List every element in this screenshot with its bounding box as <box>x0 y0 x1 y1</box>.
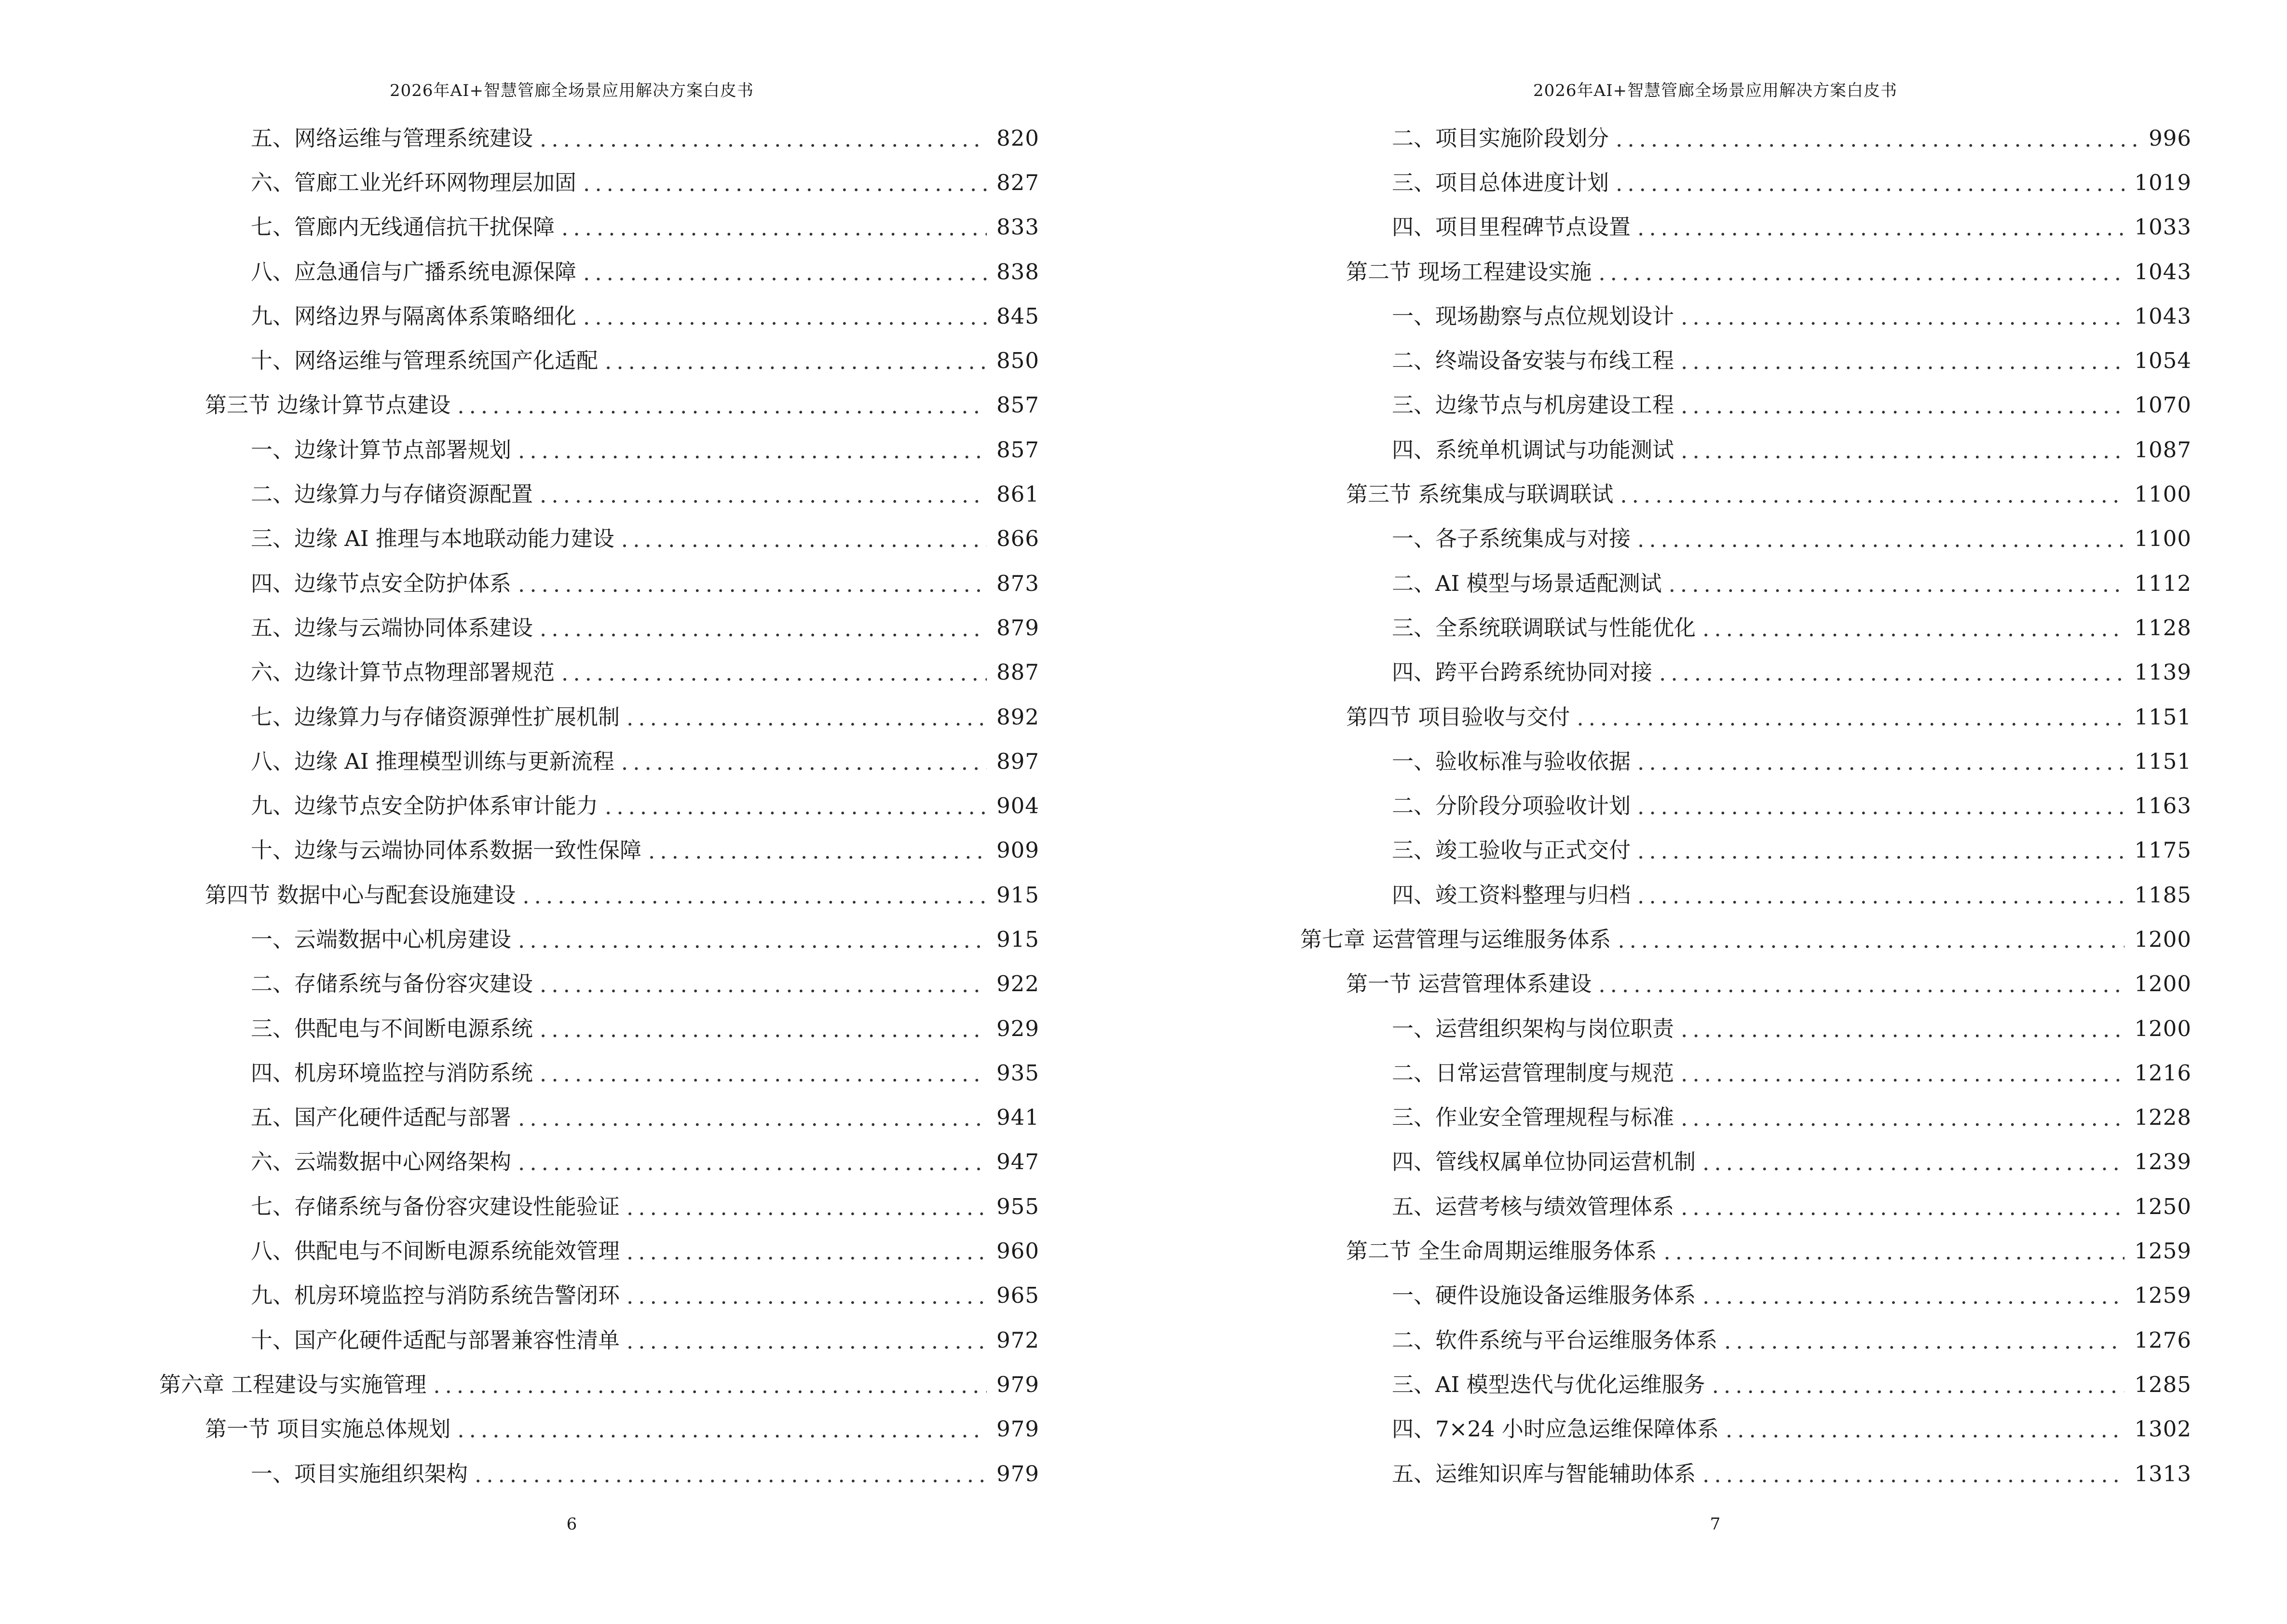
toc-item-entry[interactable] <box>1300 1006 2192 1051</box>
toc-item-entry[interactable] <box>1300 116 2192 160</box>
toc-entry-title: 三、边缘节点与机房建设工程 <box>1392 392 1674 418</box>
toc-item-entry[interactable] <box>1300 1318 2192 1362</box>
toc-section-entry[interactable] <box>159 1407 1039 1451</box>
toc-entry-page: 1128 <box>2134 614 2192 641</box>
toc-entry-title: 二、项目实施阶段划分 <box>1392 125 1609 151</box>
dot-leader <box>1637 217 2124 239</box>
toc-item-entry[interactable] <box>1300 383 2192 427</box>
toc-entry-title: 一、验收标准与验收依据 <box>1392 748 1631 774</box>
dot-leader <box>1637 529 2124 550</box>
toc-section-entry[interactable] <box>159 383 1039 427</box>
dot-leader <box>1618 929 2124 951</box>
table-of-contents <box>159 116 1039 1496</box>
toc-item-entry[interactable] <box>1300 739 2192 783</box>
toc-entry-title: 十、边缘与云端协同体系数据一致性保障 <box>251 837 642 863</box>
toc-entry-title: 四、竣工资料整理与归档 <box>1392 882 1631 908</box>
toc-item-entry[interactable] <box>1300 561 2192 605</box>
dot-leader <box>540 1019 987 1040</box>
toc-entry-title: 三、竣工验收与正式交付 <box>1392 837 1631 863</box>
toc-entry-page: 1259 <box>2134 1283 2192 1309</box>
toc-item-entry[interactable] <box>159 160 1039 205</box>
dot-leader <box>1616 173 2124 194</box>
toc-item-entry[interactable] <box>1300 294 2192 338</box>
toc-entry-page: 827 <box>996 169 1039 195</box>
dot-leader <box>1681 306 2124 328</box>
toc-entry-title: 第一节 项目实施总体规划 <box>205 1416 451 1442</box>
toc-entry-page: 850 <box>996 348 1039 374</box>
toc-entry-title: 二、日常运营管理制度与规范 <box>1392 1060 1674 1086</box>
toc-entry-title: 四、边缘节点安全防护体系 <box>251 570 512 596</box>
toc-entry-page: 909 <box>996 837 1039 863</box>
toc-item-entry[interactable] <box>159 116 1039 160</box>
toc-entry-title: 第四节 项目验收与交付 <box>1346 704 1570 730</box>
dot-leader <box>1616 128 2139 150</box>
toc-entry-page: 1043 <box>2134 259 2192 285</box>
toc-entry-title: 八、边缘 AI 推理模型训练与更新流程 <box>251 748 614 774</box>
toc-item-entry[interactable] <box>159 1451 1039 1496</box>
toc-entry-page: 979 <box>996 1371 1039 1397</box>
toc-item-entry[interactable] <box>1300 427 2192 472</box>
dot-leader <box>626 1241 987 1263</box>
toc-entry-title: 四、7×24 小时应急运维保障体系 <box>1392 1416 1719 1442</box>
dot-leader <box>540 484 987 506</box>
toc-entry-title: 一、项目实施组织架构 <box>251 1460 468 1487</box>
toc-entry-title: 一、边缘计算节点部署规划 <box>251 437 512 463</box>
toc-entry-page: 1175 <box>2134 837 2192 863</box>
toc-entry-title: 四、管线权属单位协同运营机制 <box>1392 1149 1696 1175</box>
toc-item-entry[interactable] <box>159 1228 1039 1273</box>
toc-entry-page: 979 <box>996 1460 1039 1487</box>
dot-leader <box>583 306 987 328</box>
dot-leader <box>561 662 987 684</box>
dot-leader <box>433 1375 987 1396</box>
toc-entry-title: 三、AI 模型迭代与优化运维服务 <box>1392 1371 1705 1397</box>
dot-leader <box>1669 573 2125 595</box>
toc-entry-title: 九、边缘节点安全防护体系审计能力 <box>251 793 599 819</box>
toc-entry-title: 第七章 运营管理与运维服务体系 <box>1300 926 1611 952</box>
toc-entry-page: 1163 <box>2134 793 2192 819</box>
toc-entry-page: 1151 <box>2134 748 2192 774</box>
toc-entry-page: 941 <box>996 1105 1039 1131</box>
toc-entry-page: 857 <box>996 392 1039 418</box>
toc-item-entry[interactable] <box>1300 1273 2192 1318</box>
dot-leader <box>1681 440 2124 462</box>
dot-leader <box>457 1419 987 1441</box>
dot-leader <box>1681 1019 2124 1040</box>
dot-leader <box>457 395 987 417</box>
dot-leader <box>1681 1063 2124 1085</box>
toc-entry-title: 二、终端设备安装与布线工程 <box>1392 348 1674 374</box>
toc-entry-page: 1239 <box>2134 1149 2192 1175</box>
toc-entry-page: 922 <box>996 971 1039 997</box>
dot-leader <box>522 885 987 907</box>
toc-entry-title: 第三节 系统集成与联调联试 <box>1346 481 1614 507</box>
toc-entry-page: 1019 <box>2134 169 2192 195</box>
dot-leader <box>1577 707 2124 729</box>
dot-leader <box>1712 1375 2125 1396</box>
dot-leader <box>583 262 987 284</box>
toc-item-entry[interactable] <box>159 1273 1039 1318</box>
toc-chapter-entry[interactable] <box>1300 917 2192 961</box>
dot-leader <box>475 1464 987 1486</box>
toc-entry-page: 1185 <box>2134 882 2192 908</box>
toc-item-entry[interactable] <box>159 962 1039 1006</box>
dot-leader <box>1702 618 2124 640</box>
toc-entry-page: 1054 <box>2134 348 2192 374</box>
toc-entry-title: 五、运营考核与绩效管理体系 <box>1392 1193 1674 1219</box>
toc-entry-page: 1228 <box>2134 1105 2192 1131</box>
toc-entry-page: 879 <box>996 614 1039 641</box>
toc-item-entry[interactable] <box>1300 783 2192 828</box>
toc-item-entry[interactable] <box>1300 517 2192 561</box>
toc-entry-title: 第三节 边缘计算节点建设 <box>205 392 451 418</box>
toc-entry-page: 861 <box>996 481 1039 507</box>
toc-entry-page: 833 <box>996 214 1039 240</box>
toc-item-entry[interactable] <box>159 650 1039 695</box>
toc-item-entry[interactable] <box>159 427 1039 472</box>
toc-entry-title: 四、项目里程碑节点设置 <box>1392 214 1631 240</box>
toc-section-entry[interactable] <box>1300 1228 2192 1273</box>
dot-leader <box>1598 974 2124 996</box>
toc-entry-page: 857 <box>996 437 1039 463</box>
dot-leader <box>1681 1197 2124 1218</box>
dot-leader <box>1637 796 2124 818</box>
toc-item-entry[interactable] <box>1300 338 2192 382</box>
dot-leader <box>1659 662 2124 684</box>
toc-section-entry[interactable] <box>1300 472 2192 516</box>
dot-leader <box>540 974 987 996</box>
dot-leader <box>518 929 987 951</box>
toc-entry-page: 820 <box>996 125 1039 151</box>
toc-entry-page: 1070 <box>2134 392 2192 418</box>
toc-entry-page: 887 <box>996 659 1039 685</box>
toc-entry-page: 1100 <box>2134 526 2192 552</box>
dot-leader <box>540 128 987 150</box>
toc-entry-page: 915 <box>996 926 1039 952</box>
toc-entry-title: 五、网络运维与管理系统建设 <box>251 125 533 151</box>
dot-leader <box>1598 262 2124 284</box>
dot-leader <box>1702 1464 2124 1486</box>
toc-entry-title: 三、全系统联调联试与性能优化 <box>1392 614 1696 641</box>
toc-entry-title: 八、供配电与不间断电源系统能效管理 <box>251 1238 620 1264</box>
dot-leader <box>1681 395 2124 417</box>
toc-entry-page: 996 <box>2149 125 2192 151</box>
toc-entry-title: 一、云端数据中心机房建设 <box>251 926 512 952</box>
dot-leader <box>518 1152 987 1174</box>
toc-entry-page: 965 <box>996 1283 1039 1309</box>
dot-leader <box>621 529 987 550</box>
dot-leader <box>1637 840 2124 862</box>
toc-entry-title: 四、系统单机调试与功能测试 <box>1392 437 1674 463</box>
toc-item-entry[interactable] <box>1300 160 2192 205</box>
page-number: 6 <box>566 1515 577 1534</box>
toc-entry-page: 947 <box>996 1149 1039 1175</box>
dot-leader <box>626 1197 987 1218</box>
toc-entry-page: 897 <box>996 748 1039 774</box>
toc-entry-page: 1250 <box>2134 1193 2192 1219</box>
toc-section-entry[interactable] <box>1300 962 2192 1006</box>
toc-item-entry[interactable] <box>159 828 1039 873</box>
toc-entry-page: 955 <box>996 1193 1039 1219</box>
toc-entry-title: 五、国产化硬件适配与部署 <box>251 1105 512 1131</box>
dot-leader <box>540 1063 987 1085</box>
toc-entry-page: 838 <box>996 259 1039 285</box>
toc-entry-page: 904 <box>996 793 1039 819</box>
toc-item-entry[interactable] <box>159 1095 1039 1140</box>
toc-entry-title: 五、运维知识库与智能辅助体系 <box>1392 1460 1696 1487</box>
dot-leader <box>518 573 987 595</box>
dot-leader <box>1663 1241 2124 1263</box>
toc-item-entry[interactable] <box>1300 828 2192 873</box>
toc-item-entry[interactable] <box>159 1051 1039 1095</box>
toc-entry-title: 二、存储系统与备份容灾建设 <box>251 971 533 997</box>
toc-entry-title: 二、AI 模型与场景适配测试 <box>1392 570 1662 596</box>
toc-item-entry[interactable] <box>159 1140 1039 1184</box>
toc-entry-title: 八、应急通信与广播系统电源保障 <box>251 259 577 285</box>
toc-entry-page: 1043 <box>2134 303 2192 329</box>
toc-entry-page: 1276 <box>2134 1327 2192 1353</box>
dot-leader <box>605 796 987 818</box>
toc-entry-title: 十、国产化硬件适配与部署兼容性清单 <box>251 1327 620 1353</box>
toc-entry-title: 第二节 全生命周期运维服务体系 <box>1346 1238 1657 1264</box>
dot-leader <box>648 840 987 862</box>
toc-item-entry[interactable] <box>159 739 1039 783</box>
dot-leader <box>1681 351 2124 372</box>
toc-entry-title: 七、管廊内无线通信抗干扰保障 <box>251 214 555 240</box>
toc-item-entry[interactable] <box>159 1006 1039 1051</box>
toc-entry-title: 六、云端数据中心网络架构 <box>251 1149 512 1175</box>
toc-entry-page: 1302 <box>2134 1416 2192 1442</box>
dot-leader <box>518 1107 987 1129</box>
toc-entry-title: 一、现场勘察与点位规划设计 <box>1392 303 1674 329</box>
toc-entry-page: 1200 <box>2134 971 2192 997</box>
toc-entry-page: 866 <box>996 526 1039 552</box>
toc-entry-page: 1216 <box>2134 1060 2192 1086</box>
dot-leader <box>626 1330 987 1352</box>
toc-entry-title: 三、项目总体进度计划 <box>1392 169 1609 195</box>
toc-entry-page: 1100 <box>2134 481 2192 507</box>
toc-entry-page: 960 <box>996 1238 1039 1264</box>
toc-entry-page: 1200 <box>2134 926 2192 952</box>
toc-item-entry[interactable] <box>159 249 1039 294</box>
toc-item-entry[interactable] <box>159 472 1039 516</box>
toc-entry-title: 十、网络运维与管理系统国产化适配 <box>251 348 599 374</box>
dot-leader <box>621 751 987 773</box>
toc-entry-page: 972 <box>996 1327 1039 1353</box>
toc-entry-page: 929 <box>996 1015 1039 1041</box>
toc-entry-title: 第一节 运营管理体系建设 <box>1346 971 1592 997</box>
table-of-contents <box>1300 116 2192 1496</box>
toc-entry-page: 935 <box>996 1060 1039 1086</box>
toc-item-entry[interactable] <box>159 917 1039 961</box>
dot-leader <box>1724 1330 2124 1352</box>
toc-entry-title: 九、网络边界与隔离体系策略细化 <box>251 303 577 329</box>
toc-entry-page: 1112 <box>2134 570 2192 596</box>
toc-section-entry[interactable] <box>1300 695 2192 739</box>
right-page <box>1144 0 2287 1624</box>
toc-entry-page: 1259 <box>2134 1238 2192 1264</box>
toc-entry-page: 892 <box>996 704 1039 730</box>
toc-section-entry[interactable] <box>159 873 1039 917</box>
toc-entry-page: 1087 <box>2134 437 2192 463</box>
toc-entry-title: 三、供配电与不间断电源系统 <box>251 1015 533 1041</box>
page-header: 2026年AI+智慧管廊全场景应用解决方案白皮书 <box>390 81 754 100</box>
toc-entry-page: 1313 <box>2134 1460 2192 1487</box>
toc-entry-title: 七、边缘算力与存储资源弹性扩展机制 <box>251 704 620 730</box>
toc-item-entry[interactable] <box>1300 873 2192 917</box>
toc-item-entry[interactable] <box>159 605 1039 650</box>
toc-entry-title: 四、机房环境监控与消防系统 <box>251 1060 533 1086</box>
dot-leader <box>1702 1152 2124 1174</box>
toc-entry-title: 二、边缘算力与存储资源配置 <box>251 481 533 507</box>
dot-leader <box>1702 1285 2124 1307</box>
toc-entry-title: 五、边缘与云端协同体系建设 <box>251 614 533 641</box>
toc-item-entry[interactable] <box>159 695 1039 739</box>
toc-entry-title: 四、跨平台跨系统协同对接 <box>1392 659 1653 685</box>
toc-entry-title: 六、边缘计算节点物理部署规范 <box>251 659 555 685</box>
toc-section-entry[interactable] <box>1300 249 2192 294</box>
toc-item-entry[interactable] <box>159 338 1039 382</box>
toc-item-entry[interactable] <box>1300 205 2192 249</box>
toc-item-entry[interactable] <box>1300 1095 2192 1140</box>
toc-entry-title: 六、管廊工业光纤环网物理层加固 <box>251 169 577 195</box>
toc-entry-title: 七、存储系统与备份容灾建设性能验证 <box>251 1193 620 1219</box>
toc-entry-title: 第六章 工程建设与实施管理 <box>159 1371 427 1397</box>
page-number: 7 <box>1710 1515 1721 1534</box>
toc-item-entry[interactable] <box>1300 1362 2192 1406</box>
toc-item-entry[interactable] <box>159 205 1039 249</box>
toc-item-entry[interactable] <box>159 1318 1039 1362</box>
toc-item-entry[interactable] <box>1300 1051 2192 1095</box>
toc-entry-title: 二、分阶段分项验收计划 <box>1392 793 1631 819</box>
dot-leader <box>605 351 987 372</box>
dot-leader <box>1637 751 2124 773</box>
toc-chapter-entry[interactable] <box>159 1362 1039 1406</box>
toc-entry-page: 1151 <box>2134 704 2192 730</box>
toc-entry-page: 873 <box>996 570 1039 596</box>
toc-entry-title: 二、软件系统与平台运维服务体系 <box>1392 1327 1718 1353</box>
toc-entry-title: 第四节 数据中心与配套设施建设 <box>205 882 516 908</box>
toc-item-entry[interactable] <box>159 1184 1039 1228</box>
toc-entry-page: 979 <box>996 1416 1039 1442</box>
toc-entry-title: 九、机房环境监控与消防系统告警闭环 <box>251 1283 620 1309</box>
dot-leader <box>583 173 987 194</box>
toc-item-entry[interactable] <box>159 561 1039 605</box>
toc-item-entry[interactable] <box>1300 605 2192 650</box>
page-header: 2026年AI+智慧管廊全场景应用解决方案白皮书 <box>1533 81 1897 100</box>
dot-leader <box>1637 885 2124 907</box>
dot-leader <box>626 1285 987 1307</box>
toc-item-entry[interactable] <box>1300 1407 2192 1451</box>
toc-entry-title: 三、作业安全管理规程与标准 <box>1392 1105 1674 1131</box>
dot-leader <box>1620 484 2124 506</box>
toc-item-entry[interactable] <box>1300 1184 2192 1228</box>
toc-entry-title: 一、各子系统集成与对接 <box>1392 526 1631 552</box>
dot-leader <box>540 618 987 640</box>
dot-leader <box>626 707 987 729</box>
toc-entry-page: 1200 <box>2134 1015 2192 1041</box>
toc-entry-page: 845 <box>996 303 1039 329</box>
toc-entry-title: 一、运营组织架构与岗位职责 <box>1392 1015 1674 1041</box>
toc-item-entry[interactable] <box>1300 650 2192 695</box>
toc-entry-title: 一、硬件设施设备运维服务体系 <box>1392 1283 1696 1309</box>
dot-leader <box>561 217 987 239</box>
dot-leader <box>1681 1107 2124 1129</box>
toc-entry-page: 915 <box>996 882 1039 908</box>
toc-item-entry[interactable] <box>159 517 1039 561</box>
toc-item-entry[interactable] <box>1300 1140 2192 1184</box>
toc-entry-page: 1139 <box>2134 659 2192 685</box>
toc-entry-page: 1285 <box>2134 1371 2192 1397</box>
toc-entry-page: 1033 <box>2134 214 2192 240</box>
toc-item-entry[interactable] <box>1300 1451 2192 1496</box>
toc-item-entry[interactable] <box>159 783 1039 828</box>
toc-entry-title: 第二节 现场工程建设实施 <box>1346 259 1592 285</box>
dot-leader <box>1726 1419 2125 1441</box>
dot-leader <box>518 440 987 462</box>
toc-entry-title: 三、边缘 AI 推理与本地联动能力建设 <box>251 526 614 552</box>
toc-item-entry[interactable] <box>159 294 1039 338</box>
